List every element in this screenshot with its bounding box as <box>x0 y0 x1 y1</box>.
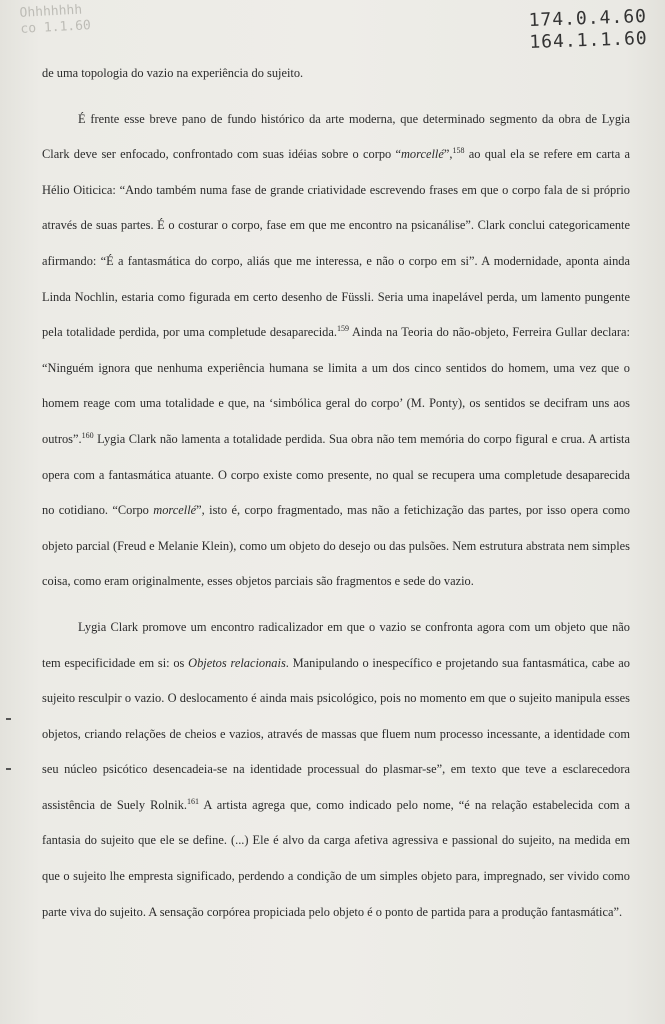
faded-archive-note <box>19 2 91 38</box>
margin-mark <box>6 768 11 770</box>
margin-mark <box>6 718 11 720</box>
faded-note-line-1: Ohhhhhhh <box>19 2 83 21</box>
paragraph-3: Lygia Clark promove um encontro radicalizador em que o vazio se confronta agora com um objeto que não tem especificidade em si: os Objetos relacionais. Manipulando o inespecífico e projetando sua fantasmática, cabe ao sujeito resculpir o vazio. O deslocamento é ainda mais psicológico, pois no momento em que o sujeito manipula esses objetos, criando relações de cheios e vazios, através de massas que fluem num processo incessante, a identidade com seu núcleo psicótico desencadeia-se na identidade processual do plasmar-se”, em texto que teve a esclarecedora assistência de Suely Rolnik.$^{161}$ A artista agrega que, como indicado pelo nome, “é na relação estabelecida com a fantasia do sujeito que ele se define. (...) Ele é alvo da carga afetiva agressiva e passional do sujeito, na medida em que o sujeito lhe empresta significado, perdendo a condição de um simples objeto para, impregnado, ser vivido como parte viva do sujeito. A sensação corpórea propiciada pelo objeto é o ponto de partida para a produção fantasmática”. <box>42 619 631 919</box>
faded-note-line-2: co 1.1.60 <box>20 18 92 37</box>
paragraph-2: É frente esse breve pano de fundo histórico da arte moderna, que determinado segmento da obra de Lygia Clark deve ser enfocado, confrontado com suas idéias sobre o corpo “morcellé”,$^{158}$ ao qual ela se refere em carta a Hélio Oiticica: “Ando também numa fase de grande criatividade escrevendo frases em que o corpo fala de si próprio através de suas partes. É o costurar o corpo, fase em que me encontro na psicanálise”. Clark conclui categoricamente afirmando: “É a fantasmática do corpo, aliás que me interessa, e não o corpo em si”. A modernidade, aponta ainda Linda Nochlin, estaria como figurada em certo desenho de Füssli. Seria uma inapelável perda, um lamento pungente pela totalidade perdida, por uma completude desaparecida.$^{159}$ Ainda na Teoria do não-objeto, Ferreira Gullar declara: “Ninguém ignora que nenhuma experiência humana se limita a um dos cinco sentidos do homem, uma vez que o homem reage com uma totalidade e que, na ‘simbólica geral do corpo’ (M. Ponty), os sentidos se decifram uns aos outros”.$^{160}$ Lygia Clark não lamenta a totalidade perdida. Sua obra não tem memória do corpo figural e crua. A artista opera com a fantasmática atuante. O corpo existe como presente, no qual se recupera uma completude desaparecida no cotidiano. “Corpo morcellé”, isto é, corpo fragmentado, mas não a fetichização das partes, por isso opera como objeto parcial (Freud e Melanie Klein), como um objeto do desejo ou das pulsões. Nem estrutura abstrata nem simples coisa, como eram originalmente, esses objetos parciais são fragmentos e sede do vazio. <box>42 111 630 589</box>
handwritten-line-1: 174.0.4.60 <box>527 5 647 32</box>
handwritten-line-2: 164.1.1.60 <box>528 27 648 54</box>
handwritten-reference <box>528 6 648 54</box>
paragraph-continuation: de uma topologia do vazio na experiência do sujeito. <box>42 66 304 80</box>
body-text <box>42 56 630 930</box>
